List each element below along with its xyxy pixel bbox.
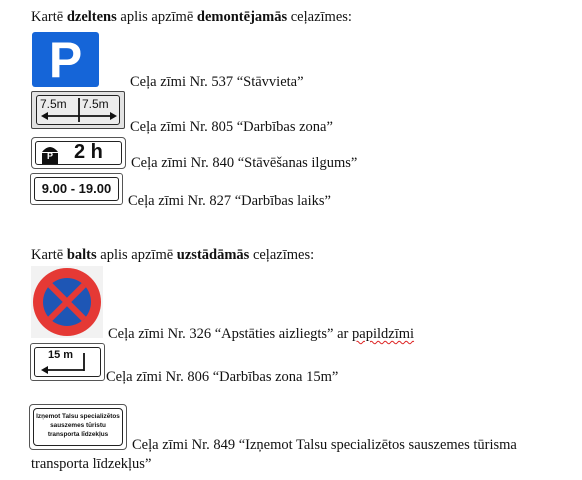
duration-sign (31, 137, 126, 169)
exception-sign (29, 404, 127, 450)
arrow-left-icon (31, 344, 106, 382)
zone-15m-sign (30, 343, 105, 381)
zone-sign (31, 91, 125, 129)
duration-disc-letter: P (46, 151, 53, 161)
sign-326-caption: Ceļa zīmi Nr. 326 “Apstāties aizliegts” ar papildzīmi (108, 326, 415, 342)
sign-537-caption: Ceļa zīmi Nr. 537 “Stāvvieta” (130, 74, 304, 90)
section2-intro: Kartē balts aplis apzīmē uzstādāmās ceļazīmes: (31, 247, 315, 263)
time-sign-text: 9.00 - 19.00 (41, 181, 112, 196)
spellcheck-word: papildzīmi (352, 326, 415, 342)
sign-849-caption-line1: Ceļa zīmi Nr. 849 “Izņemot Talsu specializētos sauszemes tūrisma (132, 437, 517, 453)
sign-806-caption: Ceļa zīmi Nr. 806 “Darbības zona 15m” (106, 369, 339, 385)
zone-left-label: 7.5m (40, 97, 67, 111)
duration-text: 2 h (74, 141, 103, 163)
parking-sign (32, 32, 99, 87)
sign-840-caption: Ceļa zīmi Nr. 840 “Stāvēšanas ilgums” (131, 155, 358, 171)
parking-sign-glyph: P (48, 32, 83, 88)
time-sign (30, 173, 123, 205)
zone-arrows-icon (32, 92, 126, 130)
zone-15m-label: 15 m (48, 349, 74, 361)
zone-right-label: 7.5m (82, 97, 109, 111)
exception-sign-text: Izņemot Talsu specializētos sauszemes tūristu transporta līdzekļus (36, 413, 120, 438)
sign-827-caption: Ceļa zīmi Nr. 827 “Darbības laiks” (128, 193, 331, 209)
sign-805-caption: Ceļa zīmi Nr. 805 “Darbības zona” (130, 119, 333, 135)
section1-intro: Kartē dzeltens aplis apzīmē demontējamās ceļazīmes: (31, 9, 352, 25)
sign-849-caption-line2: transporta līdzekļus” (31, 456, 152, 472)
no-stopping-sign-icon (31, 266, 103, 338)
